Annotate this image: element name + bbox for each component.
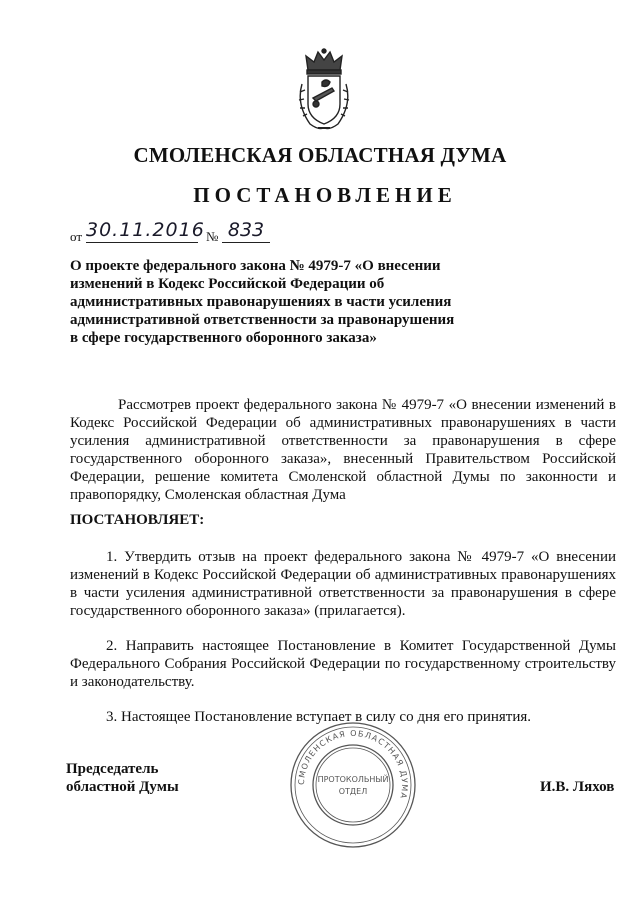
position-line-2: областной Думы [66,779,179,795]
signatory-name: И.В. Ляхов [540,779,615,795]
coat-of-arms-icon [292,48,356,132]
resolution-item-2: 2. Направить настоящее Постановление в Комитет Государственной Думы Федерального Собрания Российской Федерации по государственному строительству и законодательству. [70,638,616,690]
resolution-item-3: 3. Настоящее Постановление вступает в силу со дня его принятия. [106,709,532,725]
handwritten-date: 30.11.2016 [86,219,205,241]
document-subject: О проекте федерального закона № 4979-7 «О внесении изменений в Кодекс Российской Федерации об административных правонарушениях в части усиления административной ответственности за правонарушения в сфере государственного оборонного заказа» [70,258,455,346]
resolution-item-1: 1. Утвердить отзыв на проект федерального закона № 4979-7 «О внесении изменений в Кодекс Российской Федерации об административных правонарушениях в части усиления административной ответственности за правонарушения в сфере государственного оборонного заказа» (прилагается). [70,549,616,619]
date-label: от [70,229,83,244]
signatory-position [66,760,179,796]
document-meta [70,219,370,246]
number-label: № [206,229,219,244]
stamp-center-line-1: ПРОТОКОЛЬНЫЙ [317,775,389,784]
document-type-title: ПОСТАНОВЛЕНИЕ [193,183,457,207]
organization-name: СМОЛЕНСКАЯ ОБЛАСТНАЯ ДУМА [133,143,507,167]
stamp-center-line-2: ОТДЕЛ [338,787,368,796]
intro-paragraph: Рассмотрев проект федерального закона № 4979-7 «О внесении изменений в Кодекс Российской Федерации об административных правонарушениях в части усиления административной ответственности за правонарушения в сфере государственного оборонного заказа», внесенный Правительством Российской Федерации, решение комитета Смоленской областной Думы по законности и правопорядку, Смоленская областная Дума [70,397,616,503]
stamp-ring-text: СМОЛЕНСКАЯ ОБЛАСТНАЯ ДУМА [296,728,410,801]
official-stamp [288,720,418,850]
position-line-1: Председатель [66,761,159,777]
handwritten-number: 833 [222,218,270,243]
resolves-heading: ПОСТАНОВЛЯЕТ: [70,512,205,528]
